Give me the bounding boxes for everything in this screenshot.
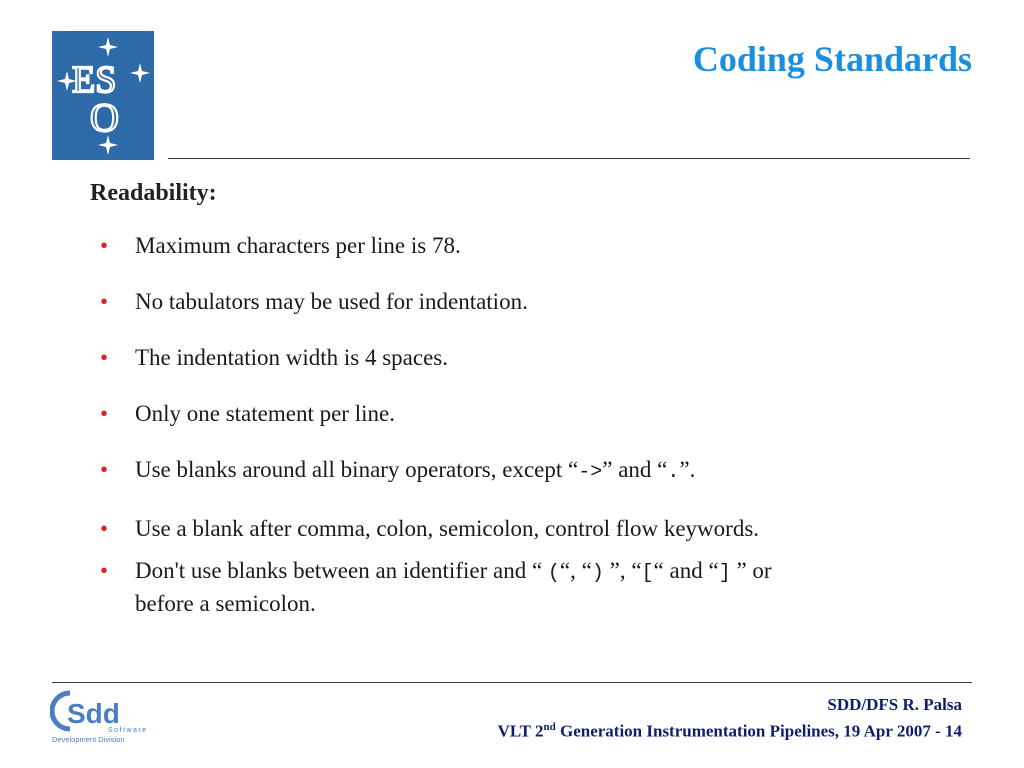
logo-letter-o: O — [90, 95, 119, 140]
bullet-dot: • — [100, 345, 109, 370]
sdd-logo-software: Software — [108, 727, 148, 734]
sdd-logo — [50, 687, 150, 747]
footer-event: VLT 2nd Generation Instrumentation Pipelines, 19 Apr 2007 - 14 — [497, 721, 962, 741]
eso-logo — [52, 31, 154, 160]
bullet-item: • Maximum characters per line is 78. — [100, 231, 950, 261]
bullet-item: • Only one statement per line. — [100, 399, 950, 429]
footer-author: SDD/DFS R. Palsa — [827, 695, 962, 714]
bullet-item: • The indentation width is 4 spaces. — [100, 343, 950, 373]
bullet-dot: • — [100, 516, 109, 541]
bullet-item: • No tabulators may be used for indentation. — [100, 287, 950, 317]
bullet-dot: • — [100, 233, 109, 258]
bullet-dot: • — [100, 558, 109, 583]
top-divider — [168, 158, 970, 159]
footer — [498, 693, 962, 743]
bullet-item: • Use blanks around all binary operators, except “->” and “.”. — [100, 457, 696, 484]
logo-letters-es: ES — [72, 59, 117, 101]
bottom-divider — [52, 682, 972, 683]
page-title: Coding Standards — [692, 39, 972, 79]
sdd-logo-letters: Sdd — [67, 698, 120, 729]
bullet-list — [100, 231, 950, 619]
bullet-item: • Don't use blanks between an identifier and “ (“, “) ”, “[“ and “] ” or before a semicolon. — [100, 558, 772, 616]
bullet-dot: • — [100, 289, 109, 314]
bullet-item: • Use a blank after comma, colon, semicolon, control flow keywords. — [100, 514, 950, 544]
bullet-dot: • — [100, 401, 109, 426]
section-heading: Readability: — [90, 180, 217, 206]
sdd-logo-division: Development Division — [52, 735, 125, 744]
bullet-dot: • — [100, 457, 109, 482]
